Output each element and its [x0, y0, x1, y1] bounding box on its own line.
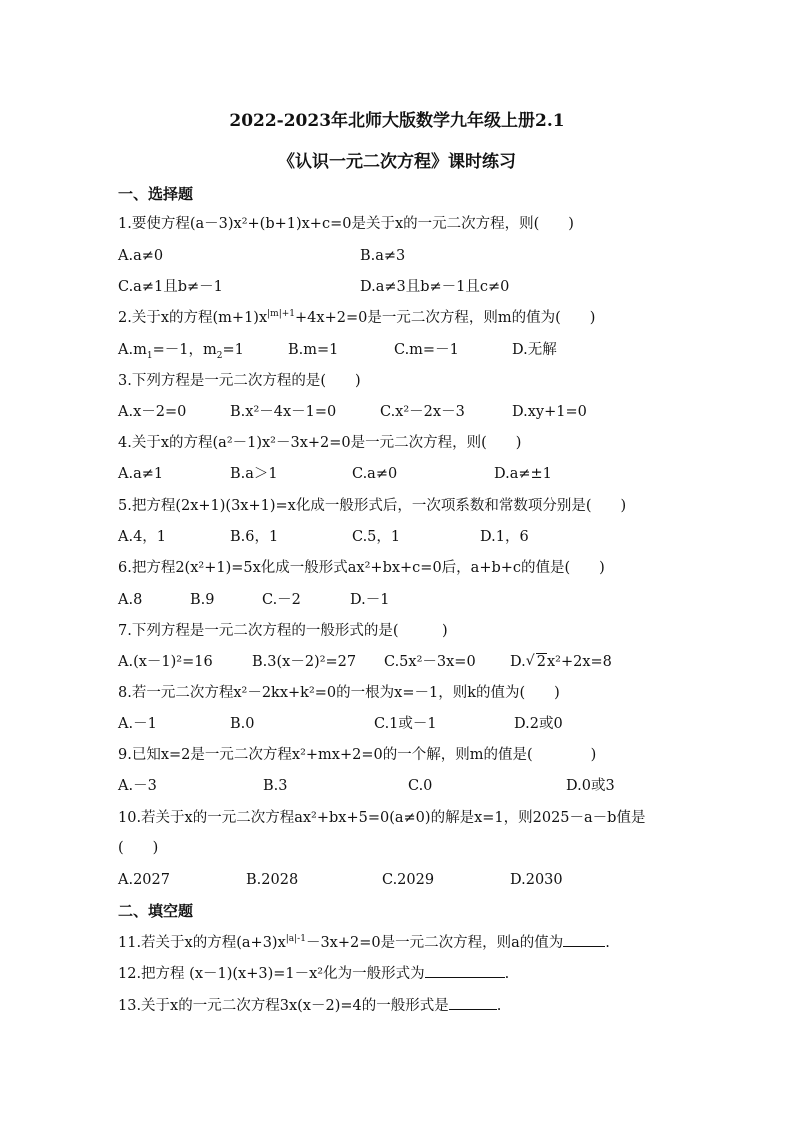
question-11-exponent: |a|-1: [285, 934, 306, 945]
question-12-stem: 12.把方程 (x－1)(x+3)=1－x²化为一般形式为 .: [118, 963, 509, 984]
option-a: A.8: [118, 592, 143, 608]
question-6-stem: 6.把方程2(x²+1)=5x化成一般形式ax²+bx+c=0后，a+b+c的值是( ): [118, 560, 605, 576]
question-10-answer-paren: ( ): [118, 840, 159, 856]
option-b: B.m=1: [288, 342, 339, 358]
option-b: B.x²－4x－1=0: [230, 404, 337, 420]
option-c: C.0: [408, 778, 433, 794]
option-d: D.－1: [350, 592, 390, 608]
option-b: B.a≠3: [360, 248, 406, 264]
question-7-options: [118, 652, 698, 672]
option-d: D.无解: [512, 342, 557, 358]
question-13-stem: 13.关于x的一元二次方程3x(x－2)=4的一般形式是 .: [118, 995, 501, 1016]
question-1-stem: 1.要使方程(a－3)x²+(b+1)x+c=0是关于x的一元二次方程，则( ): [118, 216, 574, 232]
question-8-options: [118, 714, 698, 734]
option-b: B.2028: [246, 872, 299, 888]
option-c: C.a≠1且b≠－1: [118, 279, 223, 295]
question-10-options: [118, 870, 698, 890]
question-10-stem: 10.若关于x的一元二次方程ax²+bx+5=0(a≠0)的解是x=1，则2025－a－b值是: [118, 810, 646, 826]
option-b: B.3(x－2)²=27: [252, 654, 357, 670]
option-a: $A.m_1=-1$，$m_2=1$: [118, 342, 244, 361]
option-a: A.a≠1: [118, 466, 164, 482]
answer-blank[interactable]: [425, 963, 505, 978]
question-2-stem: [118, 308, 595, 328]
option-b: B.0: [230, 716, 255, 732]
option-c: C.1或－1: [374, 716, 437, 732]
question-1-options-row-2: [118, 277, 698, 297]
section-heading-fill-in: 二、填空题: [118, 902, 194, 920]
option-b: B.6，1: [230, 529, 279, 545]
question-11-stem: 11.若关于x的方程$(a+3)x^{|a|-1}-3x+2=0$是一元二次方程，则a的值为 .: [118, 932, 610, 953]
question-8-stem: 8.若一元二次方程x²－2kx+k²=0的一根为x=－1，则k的值为( ): [118, 685, 560, 701]
option-d: D.a≠3且b≠－1且c≠0: [360, 279, 510, 295]
question-6-options: [118, 590, 698, 610]
option-d: D.0或3: [566, 778, 615, 794]
option-b: B.9: [190, 592, 215, 608]
question-2-stem-part-b: +4x+2=0是一元二次方程，则m的值为( ): [295, 310, 596, 326]
square-root-symbol: √ 2: [526, 652, 547, 672]
option-c: C.5x²－3x=0: [384, 654, 476, 670]
question-3-stem: 3.下列方程是一元二次方程的是( ): [118, 373, 361, 389]
question-9-stem: 9.已知x=2是一元二次方程x²+mx+2=0的一个解，则m的值是( ): [118, 747, 597, 763]
answer-blank[interactable]: [449, 995, 497, 1010]
section-heading-choice: 一、选择题: [118, 185, 194, 203]
option-c: C.m=－1: [394, 342, 459, 358]
question-1-options-row-1: [118, 246, 698, 266]
question-9-options: [118, 776, 698, 796]
option-d: D.1，6: [480, 529, 529, 545]
option-c: C.a≠0: [352, 466, 398, 482]
question-4-options: [118, 464, 698, 484]
title-line-2: 《认识一元二次方程》课时练习: [278, 152, 516, 172]
question-7-stem: 7.下列方程是一元二次方程的一般形式的是( ): [118, 623, 448, 639]
question-4-stem: 4.关于x的方程(a²－1)x²－3x+2=0是一元二次方程，则( ): [118, 435, 522, 451]
option-d: D.xy+1=0: [512, 404, 587, 420]
question-3-options: [118, 402, 698, 422]
question-2-exponent: |m|+1: [267, 309, 296, 320]
question-5-stem: 5.把方程(2x+1)(3x+1)=x化成一般形式后，一次项系数和常数项分别是( ): [118, 498, 627, 514]
option-a: A.－1: [118, 716, 157, 732]
option-c: C.2029: [382, 872, 435, 888]
question-5-options: [118, 527, 698, 547]
option-a: A.(x－1)²=16: [118, 654, 213, 670]
option-d: D.√ 2x²+2x=8: [510, 652, 612, 672]
option-a: A.2027: [118, 872, 170, 888]
option-a: A.－3: [118, 778, 157, 794]
option-c: C.5，1: [352, 529, 401, 545]
option-c: C.－2: [262, 592, 301, 608]
question-2-stem-part-a: 2.关于x的方程(m+1)x: [118, 310, 268, 326]
option-d: D.2030: [510, 872, 563, 888]
answer-blank[interactable]: [563, 932, 605, 947]
option-a: A.4，1: [118, 529, 167, 545]
option-a: A.x－2=0: [118, 404, 187, 420]
option-d: D.2或0: [514, 716, 563, 732]
option-d: D.a≠±1: [494, 466, 552, 482]
option-a: A.a≠0: [118, 248, 164, 264]
option-b: B.a＞1: [230, 466, 278, 482]
question-2-options: [118, 340, 698, 360]
option-b: B.3: [263, 778, 288, 794]
option-c: C.x²－2x－3: [380, 404, 465, 420]
title-line-1: 2022-2023年北师大版数学九年级上册2.1: [229, 111, 565, 131]
